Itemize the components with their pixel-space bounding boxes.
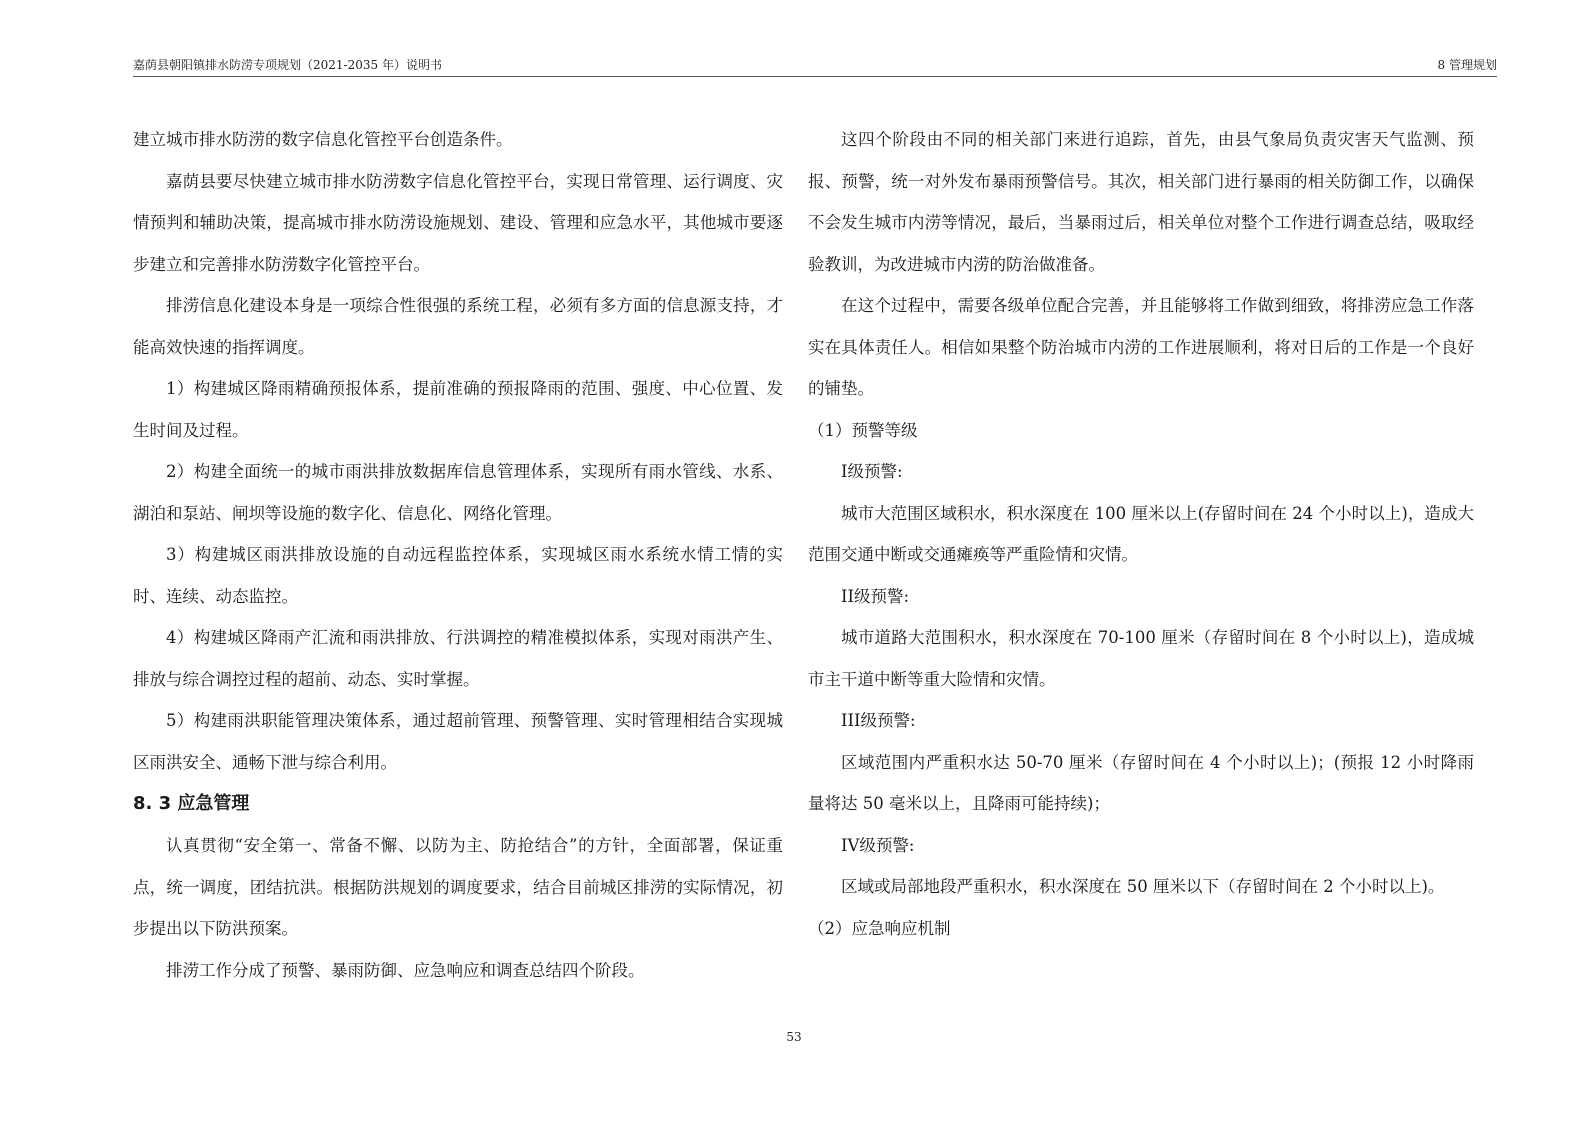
level-title: I级预警: bbox=[841, 462, 903, 481]
paragraph: 区域或局部地段严重积水，积水深度在 50 厘米以下（存留时间在 2 个小时以上)。 bbox=[841, 877, 1445, 896]
paragraph: 城市大范围区域积水，积水深度在 100 厘米以上(存留时间在 24 个小时以上)，造成大范围交通中断或交通瘫痪等严重险情和灾情。 bbox=[808, 503, 1474, 564]
left-column bbox=[133, 119, 783, 991]
section-heading: 8. 3 应急管理 bbox=[133, 793, 250, 814]
paragraph: 在这个过程中，需要各级单位配合完善，并且能够将工作做到细致，将排涝应急工作落实在具体责任人。相信如果整个防治城市内涝的工作进展顺利，将对日后的工作是一个良好的铺垫。 bbox=[808, 296, 1474, 398]
subheading: （2）应急响应机制 bbox=[808, 918, 951, 938]
list-item: 1）构建城区降雨精确预报体系，提前准确的预报降雨的范围、强度、中心位置、发生时间及过程。 bbox=[133, 379, 783, 440]
paragraph: 排涝信息化建设本身是一项综合性很强的系统工程，必须有多方面的信息源支持，才能高效快速的指挥调度。 bbox=[133, 296, 783, 357]
subheading: （1）预警等级 bbox=[808, 420, 918, 440]
document-title: 嘉荫县朝阳镇排水防涝专项规划（2021-2035 年）说明书 bbox=[133, 58, 442, 72]
paragraph: 城市道路大范围积水，积水深度在 70-100 厘米（存留时间在 8 个小时以上)，造成城市主干道中断等重大险情和灾情。 bbox=[808, 628, 1474, 689]
list-item: 3）构建城区雨洪排放设施的自动远程监控体系，实现城区雨水系统水情工情的实时、连续、动态监控。 bbox=[133, 545, 783, 606]
paragraph: 嘉荫县要尽快建立城市排水防涝数字信息化管控平台，实现日常管理、运行调度、灾情预判和辅助决策，提高城市排水防涝设施规划、建设、管理和应急水平，其他城市要逐步建立和完善排水防涝数字化管控平台。 bbox=[133, 171, 783, 274]
paragraph: 建立城市排水防涝的数字信息化管控平台创造条件。 bbox=[133, 130, 513, 149]
chapter-title: 8 管理规划 bbox=[1437, 58, 1497, 72]
list-item: 4）构建城区降雨产汇流和雨洪排放、行洪调控的精准模拟体系，实现对雨洪产生、排放与综合调控过程的超前、动态、实时掌握。 bbox=[133, 628, 783, 689]
paragraph: 这四个阶段由不同的相关部门来进行追踪，首先，由县气象局负责灾害天气监测、预报、预警，统一对外发布暴雨预警信号。其次，相关部门进行暴雨的相关防御工作，以确保不会发生城市内涝等情况，最后，当暴雨过后，相关单位对整个工作进行调查总结，吸取经验教训，为改进城市内涝的防治做准备。 bbox=[808, 130, 1474, 274]
paragraph: 排涝工作分成了预警、暴雨防御、应急响应和调查总结四个阶段。 bbox=[166, 960, 645, 980]
right-column bbox=[808, 119, 1474, 949]
level-title: IV级预警: bbox=[841, 835, 915, 855]
page-header bbox=[133, 52, 1497, 77]
list-item: 2）构建全面统一的城市雨洪排放数据库信息管理体系，实现所有雨水管线、水系、湖泊和泵站、闸坝等设施的数字化、信息化、网络化管理。 bbox=[133, 462, 783, 523]
paragraph: 认真贯彻“安全第一、常备不懈、以防为主、防抢结合”的方针，全面部署，保证重点，统一调度，团结抗洪。根据防洪规划的调度要求，结合目前城区排涝的实际情况，初步提出以下防洪预案。 bbox=[133, 836, 783, 938]
paragraph: 区域范围内严重积水达 50-70 厘米（存留时间在 4 个小时以上)；(预报 12 小时降雨量将达 50 毫米以上，且降雨可能持续)； bbox=[808, 752, 1474, 813]
list-item: 5）构建雨洪职能管理决策体系，通过超前管理、预警管理、实时管理相结合实现城区雨洪安全、通畅下泄与综合利用。 bbox=[133, 711, 783, 772]
level-title: II级预警: bbox=[841, 586, 910, 606]
level-title: III级预警: bbox=[841, 711, 916, 730]
page-number: 53 bbox=[786, 1030, 802, 1044]
